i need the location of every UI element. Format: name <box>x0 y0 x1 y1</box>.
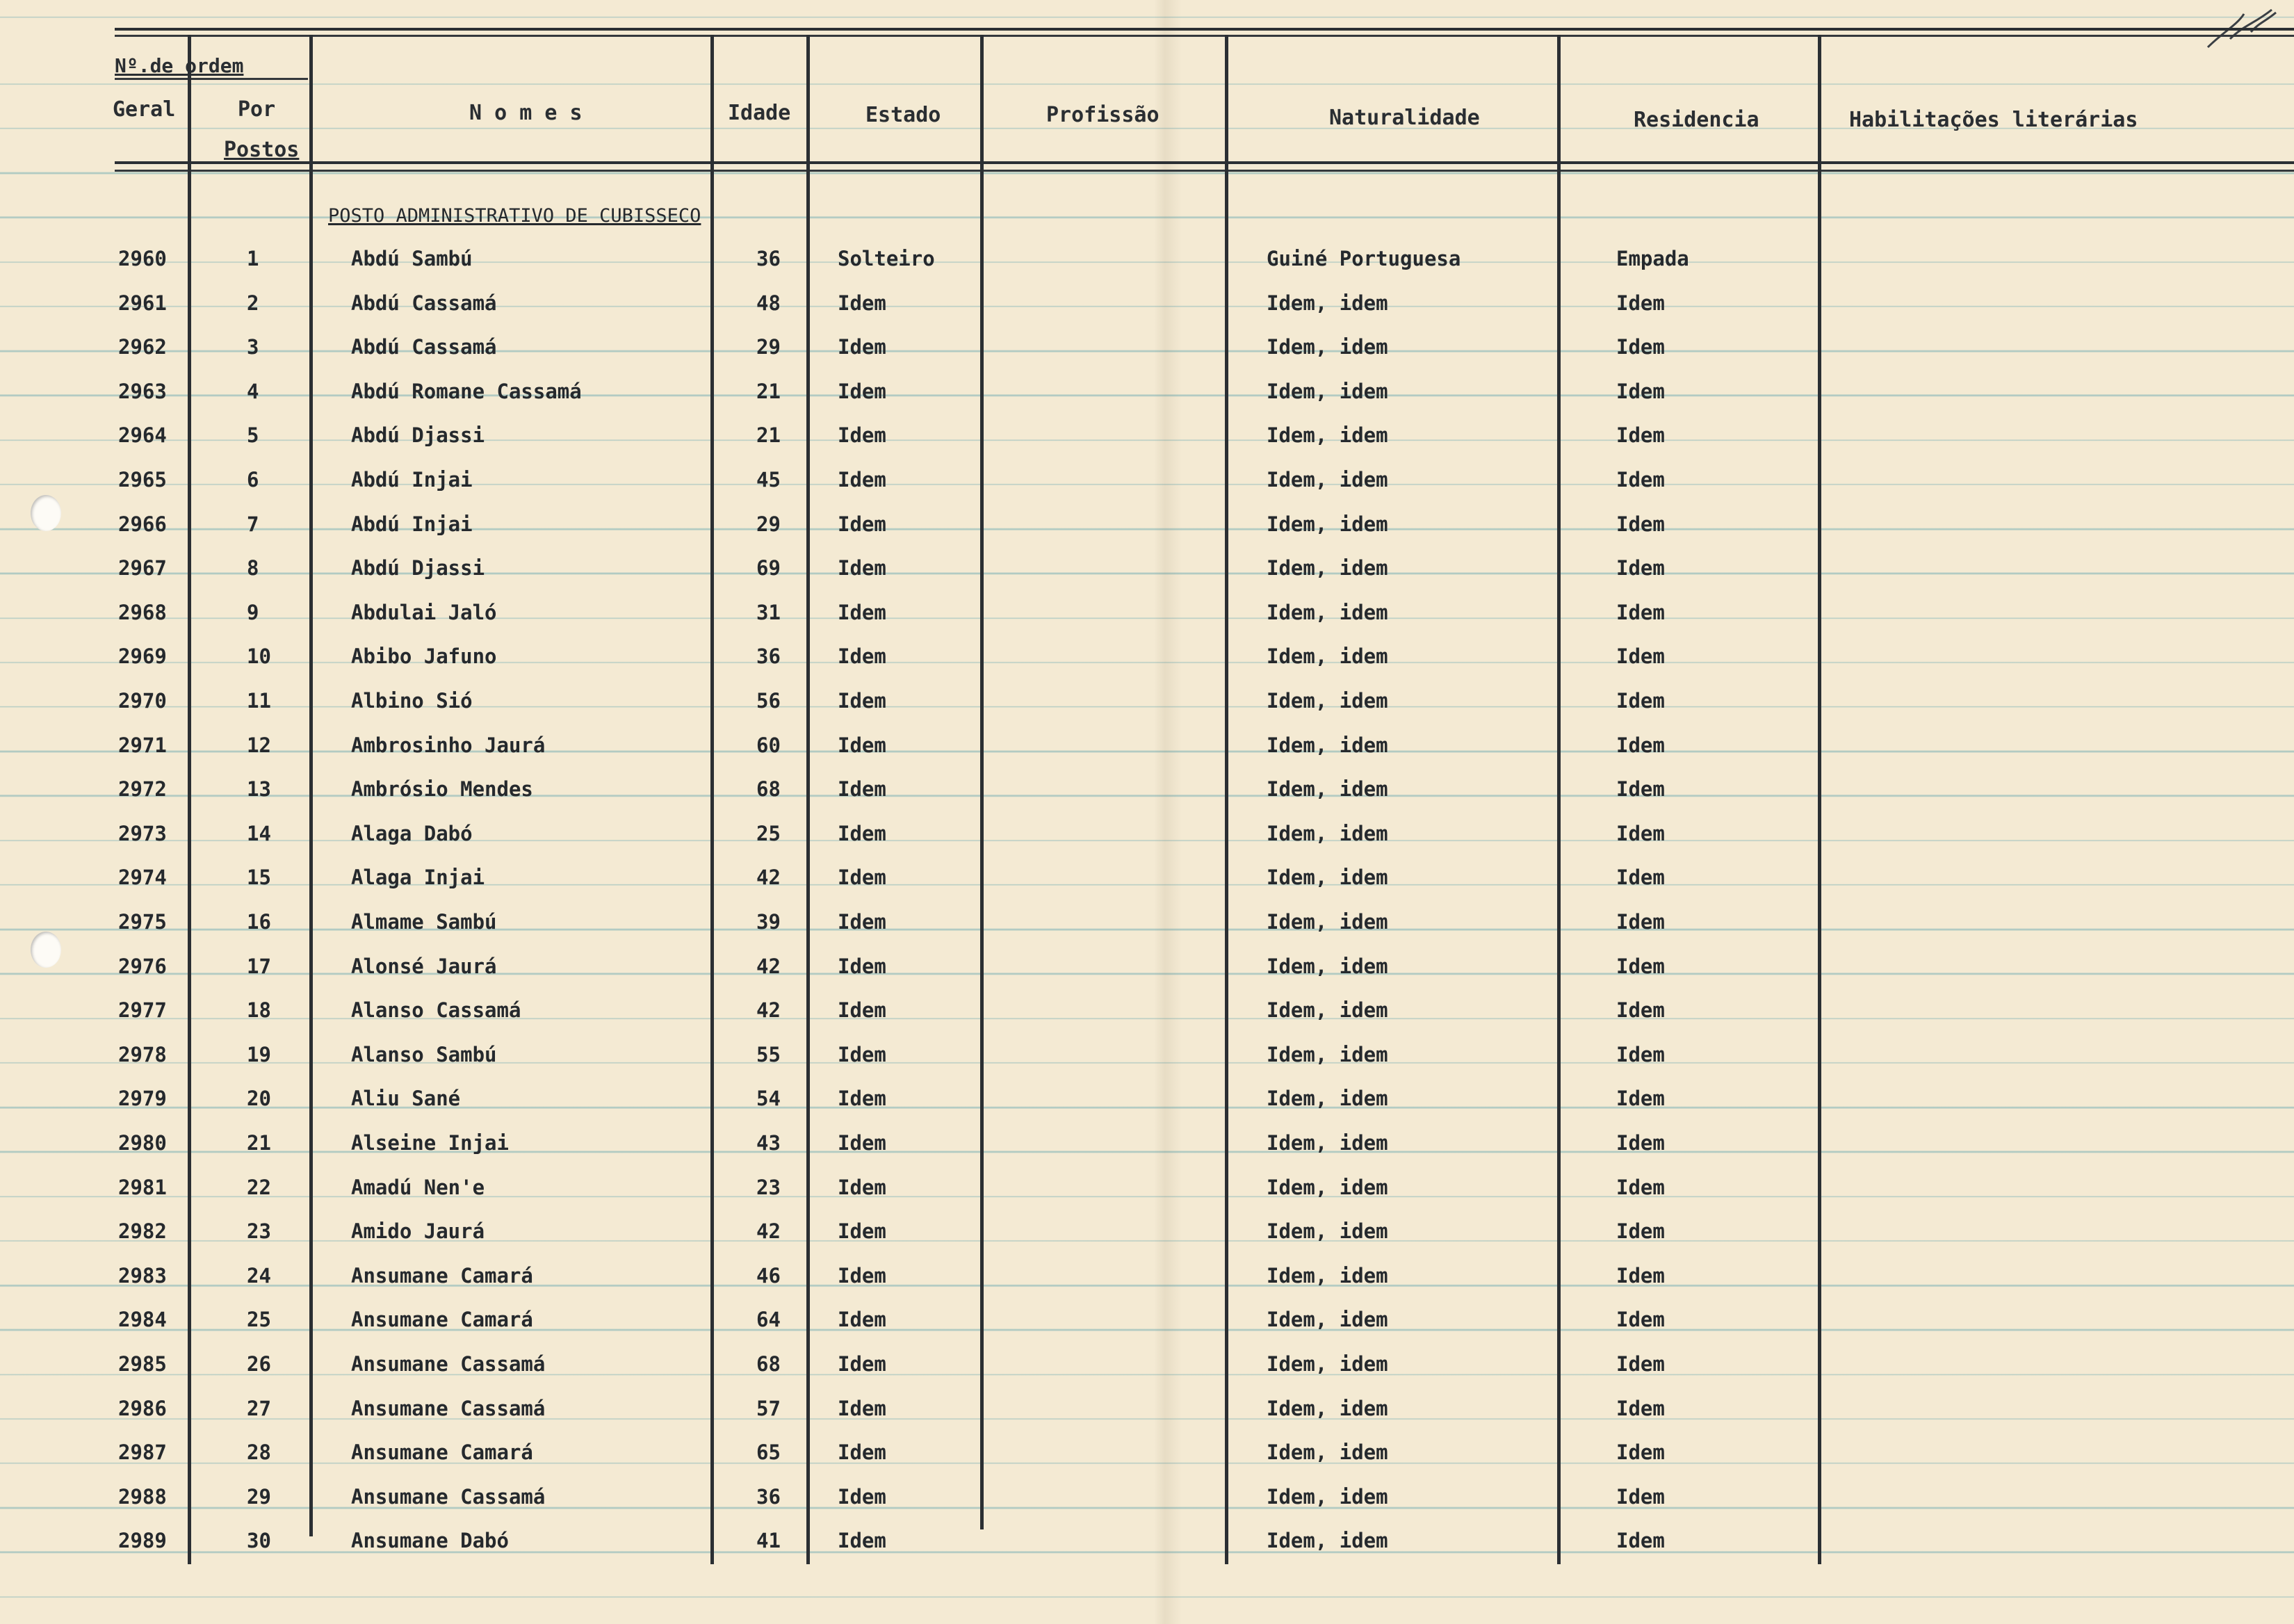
cell-idade: 68 <box>756 1352 781 1376</box>
cell-residencia: Idem <box>1616 1131 1665 1155</box>
cell-estado: Idem <box>838 423 886 448</box>
cell-geral: 2980 <box>118 1131 167 1155</box>
cell-naturalidade: Idem, idem <box>1267 998 1388 1023</box>
cell-residencia: Idem <box>1616 1396 1665 1420</box>
cell-posto: 23 <box>247 1219 271 1244</box>
cell-idade: 39 <box>756 910 781 934</box>
cell-geral: 2971 <box>118 733 167 757</box>
cell-residencia: Idem <box>1616 1175 1665 1199</box>
header-rule <box>115 161 2294 164</box>
cell-estado: Idem <box>838 1131 886 1155</box>
cell-residencia: Empada <box>1616 247 1689 270</box>
cell-estado: Idem <box>838 335 886 359</box>
cell-residencia: Idem <box>1616 1440 1665 1465</box>
cell-naturalidade: Idem, idem <box>1267 821 1388 845</box>
cell-geral: 2984 <box>118 1308 167 1332</box>
cell-naturalidade: Idem, idem <box>1267 1396 1388 1420</box>
cell-naturalidade: Idem, idem <box>1267 954 1388 978</box>
cell-nome: Abdú Romane Cassamá <box>351 379 582 403</box>
cell-residencia: Idem <box>1616 689 1665 713</box>
cell-idade: 60 <box>756 733 781 757</box>
cell-idade: 55 <box>756 1042 781 1066</box>
cell-estado: Idem <box>838 600 886 624</box>
top-rule-2 <box>115 35 2294 37</box>
cell-posto: 8 <box>247 556 259 580</box>
cell-posto: 10 <box>247 644 271 669</box>
cell-naturalidade: Idem, idem <box>1267 644 1388 669</box>
cell-naturalidade: Idem, idem <box>1267 1440 1388 1465</box>
cell-posto: 3 <box>247 335 259 359</box>
cell-geral: 2963 <box>118 379 167 403</box>
col-line <box>806 35 810 1564</box>
cell-geral: 2965 <box>118 468 167 492</box>
cell-nome: Abdú Sambú <box>351 247 473 270</box>
cell-residencia: Idem <box>1616 512 1665 536</box>
cell-geral: 2966 <box>118 512 167 536</box>
cell-naturalidade: Idem, idem <box>1267 1352 1388 1376</box>
cell-posto: 20 <box>247 1087 271 1111</box>
header-habilitacoes: Habilitações literárias <box>1849 108 2138 132</box>
cell-residencia: Idem <box>1616 291 1665 315</box>
cell-naturalidade: Idem, idem <box>1267 733 1388 757</box>
header-estado: Estado <box>865 103 941 127</box>
cell-idade: 29 <box>756 512 781 536</box>
cell-naturalidade: Idem, idem <box>1267 291 1388 315</box>
cell-nome: Ambrosinho Jaurá <box>351 733 546 757</box>
cell-naturalidade: Idem, idem <box>1267 468 1388 492</box>
ordem-underline <box>115 78 308 80</box>
cell-geral: 2981 <box>118 1175 167 1199</box>
cell-idade: 57 <box>756 1396 781 1420</box>
cell-idade: 21 <box>756 379 781 403</box>
cell-estado: Idem <box>838 866 886 890</box>
cell-residencia: Idem <box>1616 866 1665 890</box>
cell-residencia: Idem <box>1616 821 1665 845</box>
cell-idade: 43 <box>756 1131 781 1155</box>
cell-nome: Abdú Injai <box>351 468 473 492</box>
cell-geral: 2961 <box>118 291 167 315</box>
cell-posto: 27 <box>247 1396 271 1420</box>
cell-residencia: Idem <box>1616 910 1665 934</box>
cell-geral: 2972 <box>118 777 167 802</box>
cell-naturalidade: Idem, idem <box>1267 1042 1388 1066</box>
header-por: Por <box>238 97 276 122</box>
cell-residencia: Idem <box>1616 379 1665 403</box>
cell-posto: 12 <box>247 733 271 757</box>
cell-posto: 5 <box>247 423 259 448</box>
cell-residencia: Idem <box>1616 733 1665 757</box>
cell-posto: 2 <box>247 291 259 315</box>
cell-nome: Ansumane Cassamá <box>351 1484 546 1509</box>
cell-estado: Idem <box>838 1529 886 1553</box>
cell-geral: 2988 <box>118 1484 167 1509</box>
cell-geral: 2967 <box>118 556 167 580</box>
cell-idade: 29 <box>756 335 781 359</box>
cell-posto: 22 <box>247 1175 271 1199</box>
cell-geral: 2975 <box>118 910 167 934</box>
cell-nome: Abdú Djassi <box>351 423 485 448</box>
cell-geral: 2986 <box>118 1396 167 1420</box>
cell-estado: Idem <box>838 954 886 978</box>
cell-geral: 2968 <box>118 600 167 624</box>
cell-posto: 15 <box>247 866 271 890</box>
cell-geral: 2977 <box>118 998 167 1023</box>
header-nomes: N o m e s <box>469 101 583 125</box>
cell-nome: Amadú Nen'e <box>351 1175 485 1199</box>
cell-idade: 56 <box>756 689 781 713</box>
cell-estado: Idem <box>838 998 886 1023</box>
cell-estado: Idem <box>838 1440 886 1465</box>
cell-residencia: Idem <box>1616 600 1665 624</box>
cell-nome: Abdú Djassi <box>351 556 485 580</box>
cell-estado: Idem <box>838 512 886 536</box>
cell-residencia: Idem <box>1616 335 1665 359</box>
header-rule-2 <box>115 170 2294 172</box>
cell-geral: 2978 <box>118 1042 167 1066</box>
cell-naturalidade: Idem, idem <box>1267 423 1388 448</box>
cell-naturalidade: Idem, idem <box>1267 689 1388 713</box>
cell-estado: Idem <box>838 777 886 802</box>
cell-estado: Idem <box>838 1263 886 1288</box>
cell-nome: Alanso Cassamá <box>351 998 521 1023</box>
cell-nome: Ansumane Cassamá <box>351 1396 546 1420</box>
cell-estado: Idem <box>838 1087 886 1111</box>
cell-naturalidade: Idem, idem <box>1267 556 1388 580</box>
cell-residencia: Idem <box>1616 644 1665 669</box>
cell-residencia: Idem <box>1616 556 1665 580</box>
cell-nome: Ansumane Camará <box>351 1308 533 1332</box>
cell-geral: 2987 <box>118 1440 167 1465</box>
cell-idade: 36 <box>756 247 781 270</box>
cell-idade: 36 <box>756 644 781 669</box>
cell-posto: 1 <box>247 247 259 270</box>
cell-nome: Almame Sambú <box>351 910 497 934</box>
cell-geral: 2964 <box>118 423 167 448</box>
cell-idade: 65 <box>756 1440 781 1465</box>
cell-estado: Idem <box>838 1352 886 1376</box>
cell-nome: Alaga Injai <box>351 866 485 890</box>
cell-idade: 23 <box>756 1175 781 1199</box>
cell-naturalidade: Idem, idem <box>1267 1308 1388 1332</box>
cell-residencia: Idem <box>1616 954 1665 978</box>
punch-hole <box>31 932 61 968</box>
cell-nome: Amido Jaurá <box>351 1219 485 1244</box>
cell-residencia: Idem <box>1616 777 1665 802</box>
cell-geral: 2979 <box>118 1087 167 1111</box>
cell-estado: Idem <box>838 379 886 403</box>
cell-geral: 2985 <box>118 1352 167 1376</box>
cell-residencia: Idem <box>1616 1087 1665 1111</box>
cell-naturalidade: Idem, idem <box>1267 1175 1388 1199</box>
cell-naturalidade: Idem, idem <box>1267 1219 1388 1244</box>
cell-estado: Idem <box>838 733 886 757</box>
cell-posto: 9 <box>247 600 259 624</box>
cell-estado: Idem <box>838 1308 886 1332</box>
cell-estado: Idem <box>838 689 886 713</box>
cell-nome: Alonsé Jaurá <box>351 954 497 978</box>
cell-nome: Alaga Dabó <box>351 821 473 845</box>
cell-estado: Idem <box>838 1484 886 1509</box>
cell-residencia: Idem <box>1616 998 1665 1023</box>
col-line <box>1557 35 1561 1564</box>
cell-geral: 2973 <box>118 821 167 845</box>
cell-estado: Idem <box>838 1175 886 1199</box>
cell-posto: 19 <box>247 1042 271 1066</box>
cell-posto: 14 <box>247 821 271 845</box>
cell-naturalidade: Idem, idem <box>1267 1484 1388 1509</box>
cell-nome: Abdú Cassamá <box>351 335 497 359</box>
cell-idade: 64 <box>756 1308 781 1332</box>
cell-residencia: Idem <box>1616 1219 1665 1244</box>
cell-posto: 28 <box>247 1440 271 1465</box>
cell-posto: 24 <box>247 1263 271 1288</box>
cell-geral: 2983 <box>118 1263 167 1288</box>
cell-residencia: Idem <box>1616 1529 1665 1553</box>
cell-posto: 16 <box>247 910 271 934</box>
cell-idade: 46 <box>756 1263 781 1288</box>
cell-posto: 30 <box>247 1529 271 1553</box>
cell-geral: 2969 <box>118 644 167 669</box>
cell-naturalidade: Idem, idem <box>1267 1087 1388 1111</box>
cell-naturalidade: Idem, idem <box>1267 379 1388 403</box>
cell-idade: 42 <box>756 954 781 978</box>
cell-idade: 69 <box>756 556 781 580</box>
cell-nome: Ansumane Cassamá <box>351 1352 546 1376</box>
header-residencia: Residencia <box>1634 108 1759 132</box>
cell-posto: 13 <box>247 777 271 802</box>
cell-residencia: Idem <box>1616 468 1665 492</box>
cell-naturalidade: Idem, idem <box>1267 910 1388 934</box>
cell-nome: Ansumane Camará <box>351 1440 533 1465</box>
cell-idade: 48 <box>756 291 781 315</box>
cell-residencia: Idem <box>1616 423 1665 448</box>
cell-estado: Idem <box>838 644 886 669</box>
col-line <box>980 35 984 1529</box>
cell-residencia: Idem <box>1616 1308 1665 1332</box>
cell-nome: Ansumane Dabó <box>351 1529 509 1553</box>
cell-nome: Albino Sió <box>351 689 473 713</box>
cell-idade: 42 <box>756 998 781 1023</box>
cell-posto: 26 <box>247 1352 271 1376</box>
cell-posto: 21 <box>247 1131 271 1155</box>
cell-nome: Ansumane Camará <box>351 1263 533 1288</box>
section-title: POSTO ADMINISTRATIVO DE CUBISSECO <box>328 205 701 227</box>
cell-idade: 41 <box>756 1529 781 1553</box>
cell-residencia: Idem <box>1616 1484 1665 1509</box>
cell-naturalidade: Idem, idem <box>1267 866 1388 890</box>
col-line <box>309 35 313 1536</box>
cell-estado: Idem <box>838 1042 886 1066</box>
cell-naturalidade: Idem, idem <box>1267 1131 1388 1155</box>
cell-residencia: Idem <box>1616 1352 1665 1376</box>
cell-posto: 6 <box>247 468 259 492</box>
cell-estado: Idem <box>838 1219 886 1244</box>
col-line <box>1225 35 1228 1564</box>
cell-naturalidade: Idem, idem <box>1267 1263 1388 1288</box>
cell-nome: Aliu Sané <box>351 1087 461 1111</box>
cell-estado: Idem <box>838 556 886 580</box>
cell-estado: Idem <box>838 1396 886 1420</box>
cell-estado: Idem <box>838 910 886 934</box>
cell-naturalidade: Idem, idem <box>1267 600 1388 624</box>
cell-nome: Ambrósio Mendes <box>351 777 533 802</box>
cell-naturalidade: Idem, idem <box>1267 512 1388 536</box>
cell-idade: 36 <box>756 1484 781 1509</box>
cell-posto: 25 <box>247 1308 271 1332</box>
cell-estado: Solteiro <box>838 247 935 270</box>
cell-geral: 2976 <box>118 954 167 978</box>
cell-geral: 2960 <box>118 247 167 270</box>
cell-posto: 29 <box>247 1484 271 1509</box>
header-profissao: Profissão <box>1046 103 1160 127</box>
cell-posto: 11 <box>247 689 271 713</box>
cell-idade: 54 <box>756 1087 781 1111</box>
cell-nome: Alseine Injai <box>351 1131 509 1155</box>
cell-posto: 18 <box>247 998 271 1023</box>
cell-geral: 2962 <box>118 335 167 359</box>
cell-posto: 4 <box>247 379 259 403</box>
cell-nome: Abibo Jafuno <box>351 644 497 669</box>
cell-residencia: Idem <box>1616 1263 1665 1288</box>
col-line <box>188 35 191 1564</box>
punch-hole <box>31 495 61 531</box>
header-ordem: Nº.de ordem <box>115 54 244 77</box>
header-idade: Idade <box>728 101 791 125</box>
cell-naturalidade: Idem, idem <box>1267 1529 1388 1553</box>
cell-nome: Abdulai Jaló <box>351 600 497 624</box>
cell-naturalidade: Idem, idem <box>1267 335 1388 359</box>
cell-geral: 2974 <box>118 866 167 890</box>
cell-estado: Idem <box>838 468 886 492</box>
cell-posto: 7 <box>247 512 259 536</box>
top-rule <box>115 28 2294 31</box>
header-postos: Postos <box>224 138 300 162</box>
col-line <box>710 35 714 1564</box>
cell-posto: 17 <box>247 954 271 978</box>
cell-idade: 21 <box>756 423 781 448</box>
cell-nome: Abdú Injai <box>351 512 473 536</box>
cell-idade: 68 <box>756 777 781 802</box>
cell-idade: 42 <box>756 866 781 890</box>
cell-idade: 42 <box>756 1219 781 1244</box>
cell-nome: Alanso Sambú <box>351 1042 497 1066</box>
cell-estado: Idem <box>838 291 886 315</box>
header-naturalidade: Naturalidade <box>1329 106 1480 130</box>
cell-residencia: Idem <box>1616 1042 1665 1066</box>
cell-geral: 2989 <box>118 1529 167 1553</box>
col-line <box>1818 35 1821 1564</box>
cell-naturalidade: Idem, idem <box>1267 777 1388 802</box>
cell-idade: 31 <box>756 600 781 624</box>
cell-geral: 2970 <box>118 689 167 713</box>
cell-estado: Idem <box>838 821 886 845</box>
cell-nome: Abdú Cassamá <box>351 291 497 315</box>
cell-idade: 25 <box>756 821 781 845</box>
cell-geral: 2982 <box>118 1219 167 1244</box>
cell-idade: 45 <box>756 468 781 492</box>
cell-naturalidade: Guiné Portuguesa <box>1267 247 1461 270</box>
header-geral: Geral <box>113 97 176 122</box>
